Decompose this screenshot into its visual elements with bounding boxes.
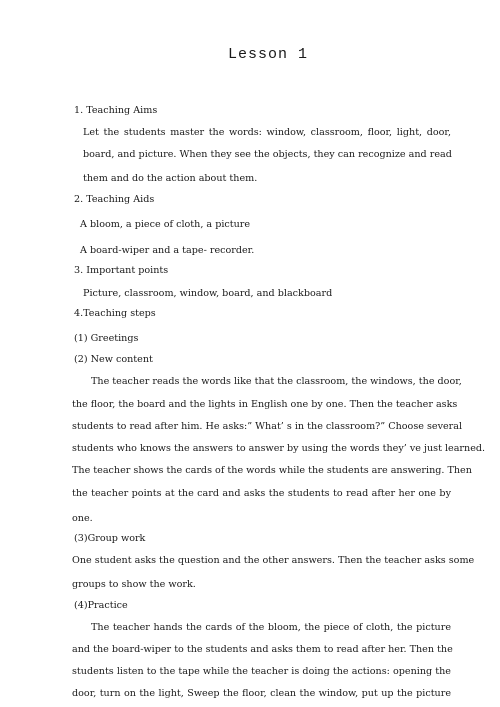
paragraph-line: students listen to the tape while the teacher is doing the actions: opening the (72, 666, 451, 677)
paragraph-line: the teacher points at the card and asks the students to read after her one by (72, 488, 451, 499)
paragraph-line: one. (72, 513, 93, 524)
paragraph-line: students to read after him. He asks:” What’ s in the classroom?” Choose several (72, 421, 463, 432)
paragraph-line: students who knows the answers to answer by using the words they’ ve just learned. (72, 443, 486, 454)
step-heading-group-work: (3)Group work (74, 533, 146, 544)
paragraph-line: and the board-wiper to the students and asks them to read after her. Then the (72, 644, 453, 655)
paragraph-line: A board-wiper and a tape- recorder. (80, 245, 255, 256)
step-heading-practice: (4)Practice (74, 600, 128, 611)
section-heading-teaching-aims: 1. Teaching Aims (74, 105, 158, 116)
paragraph-line: groups to show the work. (72, 579, 196, 590)
step-heading-new-content: (2) New content (74, 354, 153, 365)
paragraph-line: Picture, classroom, window, board, and blackboard (83, 288, 333, 299)
paragraph-line: Let the students master the words: window, classroom, floor, light, door, (83, 127, 451, 138)
paragraph-line: One student asks the question and the other answers. Then the teacher asks some (72, 555, 475, 566)
page-title: Lesson 1 (227, 46, 308, 63)
paragraph-line: A bloom, a piece of cloth, a picture (80, 219, 251, 230)
paragraph-line: them and do the action about them. (83, 173, 258, 184)
paragraph-line: The teacher reads the words like that the classroom, the windows, the door, (91, 376, 462, 387)
section-heading-important-points: 3. Important points (74, 265, 169, 276)
paragraph-line: the floor, the board and the lights in English one by one. Then the teacher asks (72, 399, 458, 410)
paragraph-line: The teacher hands the cards of the bloom, the piece of cloth, the picture (91, 622, 451, 633)
paragraph-line: The teacher shows the cards of the words while the students are answering. Then (72, 465, 472, 476)
step-heading-greetings: (1) Greetings (74, 333, 139, 344)
paragraph-line: door, turn on the light, Sweep the floor, clean the window, put up the picture (72, 688, 451, 699)
paragraph-line: board, and picture. When they see the objects, they can recognize and read (83, 149, 452, 160)
section-heading-teaching-steps: 4.Teaching steps (74, 308, 156, 319)
section-heading-teaching-aids: 2. Teaching Aids (74, 194, 155, 205)
